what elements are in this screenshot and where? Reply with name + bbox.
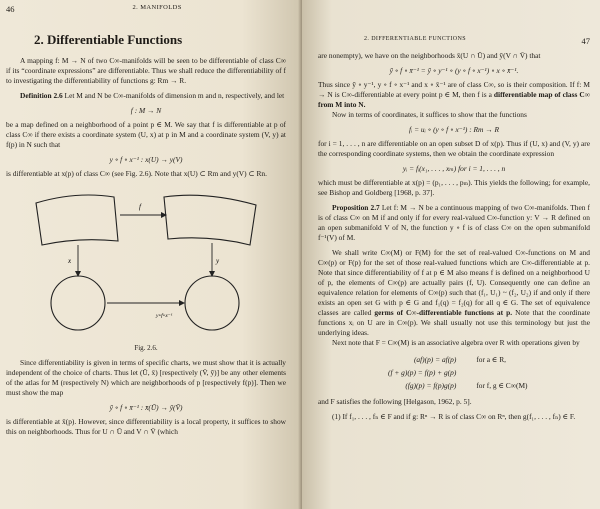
left-running-head: 2. MANIFOLDS <box>132 4 182 11</box>
chart-x-disc <box>51 276 105 330</box>
chart-y-disc <box>185 276 239 330</box>
label-f: f <box>139 203 141 211</box>
right-page-number: 47 <box>581 36 590 46</box>
equation-composition: y ∘ f ∘ x⁻¹ : x(U) → y(V) <box>109 155 183 164</box>
germs-text: We shall write C∞(M) or F(M) for the set of real-valued C∞-functions on M and C∞(p) or F(p) for the set of those real-valued functions which are C∞-differentiable at p. Note that since differentiability of f at p ∈ M also means f is defined on a neighborhood U of p, the elements of C∞(p) are actually pairs (f, U). Consequently one can define an equivalence relation for elements of C∞(p) such that (f₁, U₁) ~ (f₂, U₂) if and only if there exists an open set G with p ∈ G and f₁(q) = f₂(q) for all q ∈ G. The set of equivalence classes are called <box>318 248 590 317</box>
composition-paragraph <box>318 80 590 110</box>
definition-text: Let M and N be C∞-manifolds of dimension m and n, respectively, and let <box>62 91 285 100</box>
operation-row: (f + g)(p) = f(p) + g(p) <box>387 368 457 377</box>
bishop-goldberg-paragraph: which must be differentiable at x(p) = (p₁, . . . , pₘ). This yields the following; for example, see Bishop and Goldberg [1968, p. 37]. <box>318 178 590 197</box>
germs-term: germs of C∞-differentiable functions at p. <box>374 308 513 317</box>
equation-change-of-charts: ȳ ∘ f ∘ x̄⁻¹ = ȳ ∘ y⁻¹ ∘ (y ∘ f ∘ x⁻¹) ∘ x ∘ x̄⁻¹. <box>389 66 519 75</box>
intro-paragraph: A mapping f: M → N of two C∞-manifolds will be seen to be differentiable of class C∞ if its “coordinate expressions” are differentiable. Thus we shall reduce the differentiability of f to investigating the differentiability of functions g: Rm → R. <box>6 56 286 85</box>
left-page-number: 46 <box>6 4 15 14</box>
definition-label: Definition 2.6 <box>20 91 63 100</box>
right-running-head: 2. DIFFERENTIABLE FUNCTIONS <box>364 36 466 42</box>
left-header <box>6 4 286 14</box>
composition-text: Thus since ȳ ∘ y⁻¹, y ∘ f ∘ x⁻¹ and x ∘ x̄⁻¹ are of class C∞, so is their composition. If f: M → N is C∞-differentiable at every point p ∈ M, then f is a <box>318 80 590 99</box>
coordinates-paragraph: Now in terms of coordinates, it suffices to show that the functions <box>332 110 527 119</box>
label-x: x <box>68 257 72 265</box>
equation-f-map: f : M → N <box>130 106 162 115</box>
algebra-operations <box>318 352 590 393</box>
differentiable-map-term: differentiable map of class C∞ from M into N. <box>318 90 590 109</box>
proposition-paragraph <box>318 203 590 243</box>
right-page <box>302 0 600 509</box>
germs-paragraph <box>318 248 590 338</box>
label-y: y <box>216 257 220 265</box>
section-title: 2. Differentiable Functions <box>34 32 183 47</box>
right-header <box>318 36 590 46</box>
equation-bar-composition: ȳ ∘ f ∘ x̄⁻¹ : x̄(Ū) → ȳ(V̄) <box>109 403 183 412</box>
definition-continuation: be a map defined on a neighborhood of a point p ∈ M. We say that f is differentiable at p of class C∞ if there exists a coordinate system (U, x) at p in M and a coordinate system (V, y) at f(p) in N such that <box>6 120 286 149</box>
local-property-paragraph: is differentiable at x̄(p). However, since differentiability is a local property, it suffices to show this on neighborhoods. Thus for U ∩ Ū and V ∩ V̄ (which <box>6 417 286 436</box>
figure-2-6 <box>6 185 286 340</box>
proposition-label: Proposition 2.7 <box>332 203 380 212</box>
equation-yi: yᵢ = fᵢ(x₁, . . . , xₘ) for i = 1, . . . , n <box>402 164 506 173</box>
helgason-paragraph: and F satisfies the following [Helgason, 1962, p. 5]. <box>318 397 472 406</box>
manifold-m-patch <box>36 195 118 245</box>
property-item-1: (1) If f₁, . . . , fₙ ∈ F and if g: Rⁿ → R is of class C∞ on Rⁿ, then g(f₁, . . . , fₙ) ∈ F. <box>332 412 576 421</box>
nonempty-line: are nonempty), we have on the neighborhoods x̄(U ∩ Ū) and ȳ(V ∩ V̄) that <box>318 51 541 60</box>
coordinate-expression-paragraph: for i = 1, . . . , n are differentiable on an open subset D of x(p). Thus if (U, x) and (V, y) are the corresponding coordinate systems, then we obtain the coordinate expression <box>318 139 590 158</box>
algebra-paragraph: Next note that F = C∞(M) is an associative algebra over R with operations given by <box>332 338 580 347</box>
operation-row: (fg)(p) = f(p)g(p) for f, g ∈ C∞(M) <box>405 381 528 390</box>
figure-2-6-diagram <box>6 185 286 335</box>
germs-text-end: Note that the coordinate functions xᵢ on U are in C∞(p). We shall usually not use this terminology but just the underlying ideas. <box>318 308 590 337</box>
operation-row: (af)(p) = af(p) for a ∈ R, <box>413 355 507 364</box>
label-composition: y∘f∘x⁻¹ <box>156 313 173 319</box>
proposition-text: Let f: M → N be a continuous mapping of two C∞-manifolds. Then f is of class C∞ on M if and only if for every real-valued C∞-function y: V → R defined on an open submanifold V of N, the function y ∘ f is of class C∞ on the open submanifold f⁻¹(V) of M. <box>318 203 591 242</box>
equation-fi: fᵢ = uᵢ ∘ (y ∘ f ∘ x⁻¹) : Rm → R <box>409 125 499 134</box>
figure-caption: Fig. 2.6. <box>134 344 158 352</box>
manifold-n-patch <box>164 195 256 245</box>
definition-paragraph <box>6 91 286 101</box>
definition-end: is differentiable at x(p) of class C∞ (see Fig. 2.6). Note that x(U) ⊂ Rm and y(V) ⊂ Rn. <box>6 169 267 178</box>
independence-paragraph: Since differentiability is given in terms of specific charts, we must show that it is actually independent of the choice of charts. Thus let (Ū, x̄) [respectively (V̄, ȳ)] be any other elements of the atlas for M (respectively N) which are neighborhoods of p [respectively f(p)]. Then we must show the map <box>6 358 286 397</box>
